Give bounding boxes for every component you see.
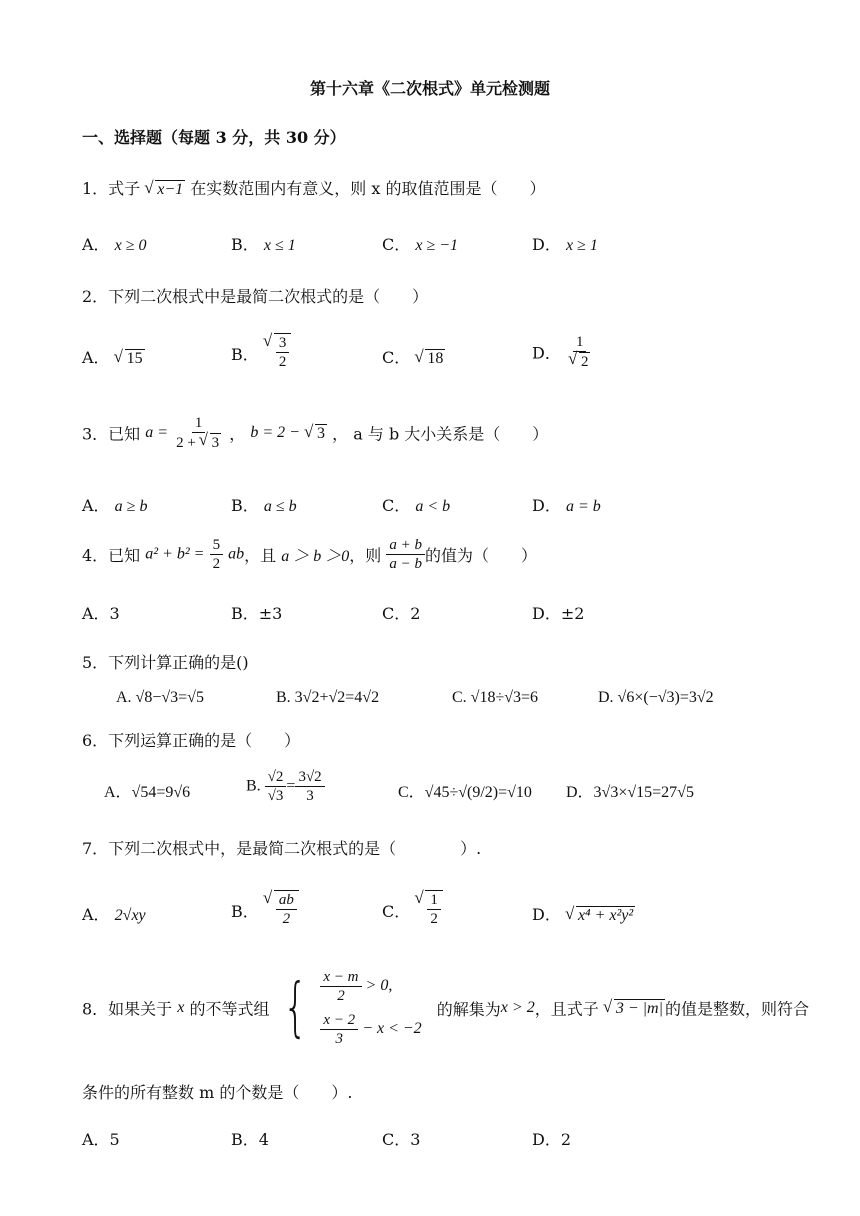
q3-option-c[interactable]: C． a < b — [382, 496, 451, 515]
q1-number: 1．式子 — [82, 179, 141, 198]
question-2: 2．下列二次根式中是最简二次根式的是（ ） — [82, 287, 429, 306]
q1-sqrt: √ x−1 — [145, 180, 185, 199]
q5-option-c[interactable]: C. √18÷√3=6 — [452, 689, 539, 706]
q1-option-d[interactable]: D． x ≥ 1 — [532, 235, 598, 254]
question-8: 8．如果关于 x 的不等式组 { $\frac{x - m}{2}$ > 0, $\frac{x - 2}{3}$ − x < −2 的解集为x > 2，且式子 √ 3 − |m| 的值是整数，则符合 — [82, 968, 809, 1048]
question-5: 5．下列计算正确的是() — [82, 653, 249, 672]
question-1 — [82, 176, 545, 199]
section-heading: 一、选择题（每题 3 分，共 30 分） — [82, 128, 346, 147]
question-8-continued: 条件的所有整数 m 的个数是（ ）. — [82, 1083, 353, 1102]
q1-option-c[interactable]: C． x ≥ −1 — [382, 235, 459, 254]
inequality-system: $\frac{x - m}{2}$ > 0, $\frac{x - 2}{3}$ − x < −2 — [320, 968, 421, 1048]
q5-option-a[interactable]: A. √8−√3=√5 — [116, 689, 204, 706]
question-3: 3．已知 a = $\frac{1}{2 + √ 3}$ ， b = 2 − √ 3 ， a 与 b 大小关系是（ ） — [82, 414, 548, 452]
question-6: 6．下列运算正确的是（ ） — [82, 731, 301, 750]
q2-option-c[interactable]: C． √ 18 — [382, 345, 445, 368]
q3-option-b[interactable]: B． a ≤ b — [231, 496, 297, 515]
q8-option-a[interactable]: A．5 — [82, 1130, 120, 1149]
q4-option-d[interactable]: D．±2 — [532, 604, 585, 623]
q3-option-a[interactable]: A． a ≥ b — [82, 496, 148, 515]
q6-option-b[interactable]: B. $\frac{√2}{√3}$ = $\frac{3√2}{3}$ — [246, 768, 325, 805]
q1-text: 在实数范围内有意义，则 x 的取值范围是（ ） — [190, 179, 546, 198]
q8-option-c[interactable]: C．3 — [382, 1130, 421, 1149]
q5-option-b[interactable]: B. 3√2+√2=4√2 — [276, 689, 380, 706]
q2-option-b[interactable]: B． √ $\frac{3}{2}$ — [231, 333, 291, 371]
q8-option-d[interactable]: D．2 — [532, 1130, 572, 1149]
q6-option-d[interactable]: D．3√3×√15=27√5 — [566, 784, 694, 801]
q5-option-d[interactable]: D. √6×(−√3)=3√2 — [598, 689, 714, 706]
q7-option-b[interactable]: B． √ $\frac{ab}{2}$ — [231, 890, 299, 928]
q1-option-a[interactable]: A． x ≥ 0 — [82, 235, 147, 254]
q4-option-a[interactable]: A．3 — [82, 604, 120, 623]
q4-option-b[interactable]: B．±3 — [231, 604, 283, 623]
q7-option-a[interactable]: A． 2√xy — [82, 905, 146, 924]
q2-option-d[interactable]: D． 1 √ 2 — [532, 333, 593, 371]
q4-option-c[interactable]: C．2 — [382, 604, 421, 623]
q2-option-a[interactable]: A． √ 15 — [82, 345, 145, 368]
q7-option-c[interactable]: C． √ $\frac{1}{2}$ — [382, 890, 443, 928]
q1-option-b[interactable]: B． x ≤ 1 — [231, 235, 296, 254]
question-4: 4．已知 a² + b² = $\frac{5}{2}$ ab，且 a ＞ b ＞0，则 $\frac{a + b}{a - b}$ 的值为（ ） — [82, 537, 538, 572]
question-7: 7．下列二次根式中，是最简二次根式的是（ ）. — [82, 839, 482, 858]
page-title: 第十六章《二次根式》单元检测题 — [309, 79, 550, 98]
q6-option-a[interactable]: A．√54=9√6 — [104, 784, 191, 801]
q6-option-c[interactable]: C．√45÷√(9/2)=√10 — [398, 784, 532, 801]
q3-option-d[interactable]: D． a = b — [532, 496, 601, 515]
q8-option-b[interactable]: B．4 — [231, 1130, 269, 1149]
q7-option-d[interactable]: D． √ x⁴ + x²y² — [532, 902, 635, 925]
